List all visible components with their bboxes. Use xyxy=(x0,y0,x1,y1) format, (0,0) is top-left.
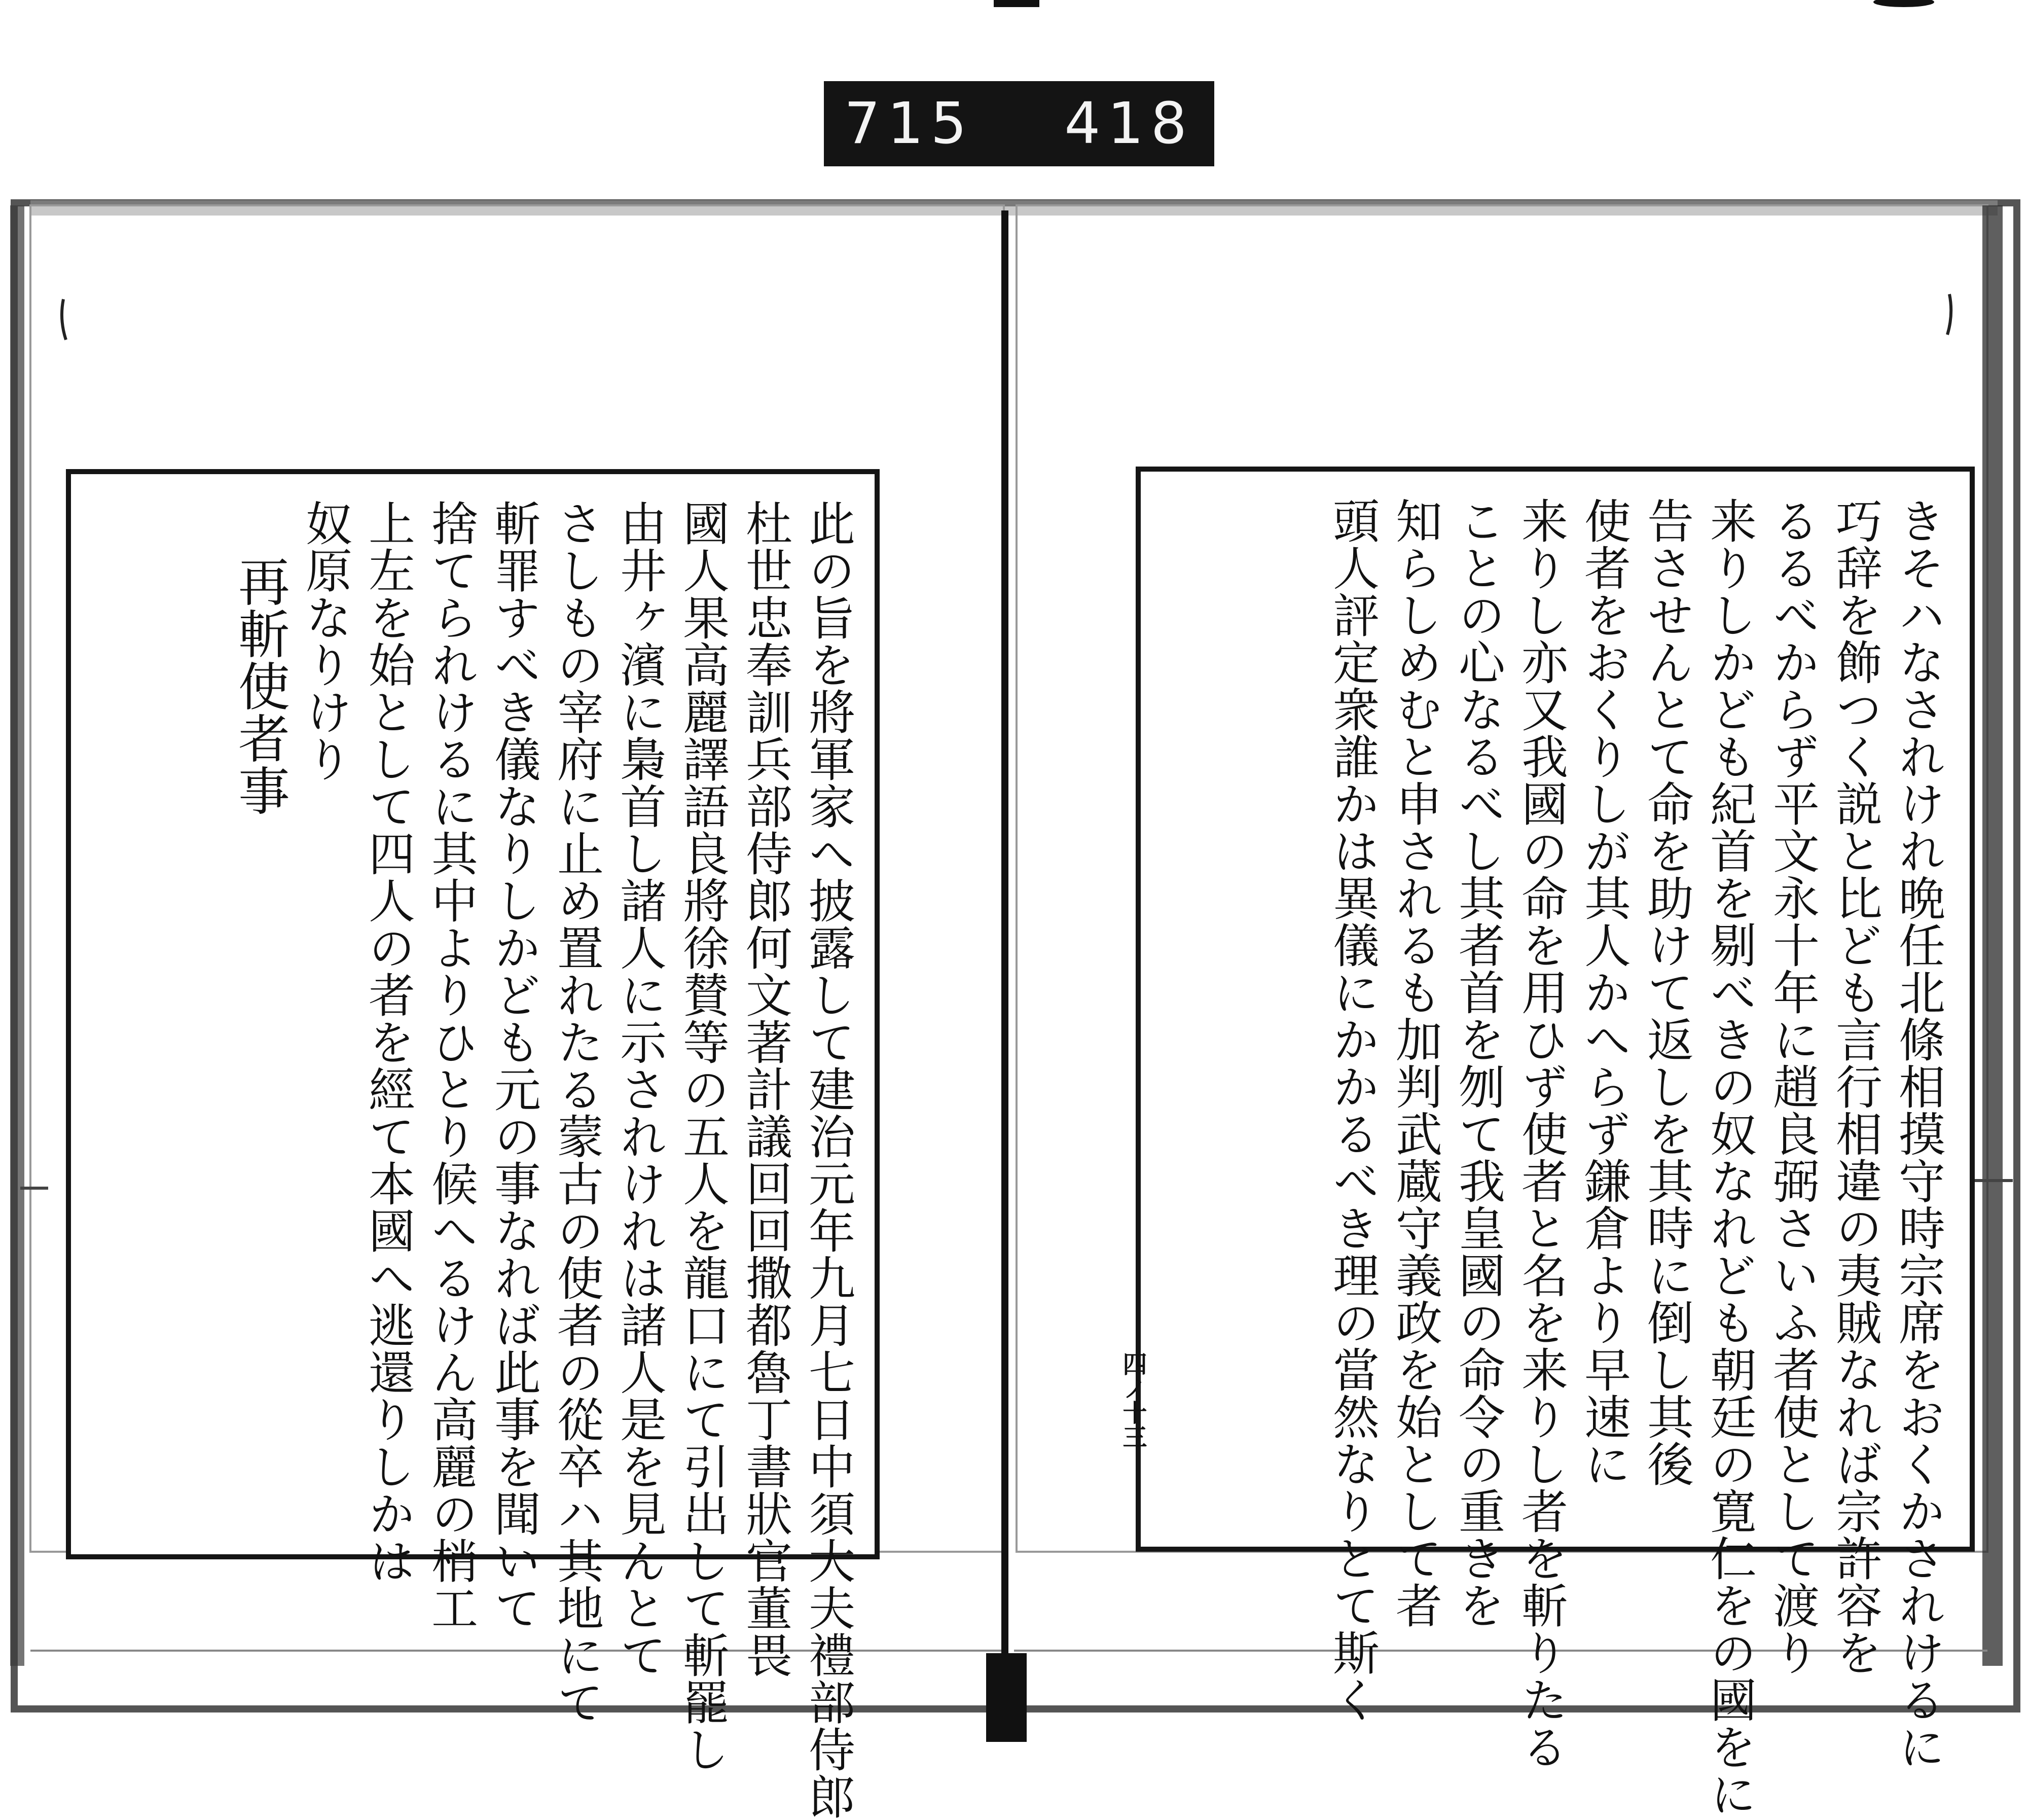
catalog-label xyxy=(824,81,1214,166)
text-column: 来りし亦又我國の命を用ひず使者と名を来りし者を斬りたる xyxy=(1514,497,1568,1770)
text-column: 知らしめむと申されるも加判武蔵守義政を始として者 xyxy=(1388,497,1442,1629)
catalog-label-right: 418 xyxy=(1064,91,1194,157)
left-page-text xyxy=(226,474,859,1820)
corner-mark xyxy=(1947,294,1951,335)
text-column: きそハなされけれ晩任北條相摸守時宗席をおくかされけるに xyxy=(1891,497,1945,1770)
right-page-frame xyxy=(1136,467,1975,1817)
section-heading: 再斬使者事 xyxy=(230,555,290,816)
text-column: 杜世忠奉訓兵部侍郎何文著計議回回撒都魯丁書狀官董畏 xyxy=(738,499,792,1679)
corner-mark xyxy=(62,299,66,340)
left-edge-shadow xyxy=(10,205,24,1666)
catalog-label-left: 715 xyxy=(844,91,974,157)
right-page-text xyxy=(1321,472,1949,1817)
text-column: 来りしかども紀首を剔べきの奴なれども朝廷の寛仁をの國をに xyxy=(1703,497,1757,1817)
text-column: 使者をおくりしが其人かへらず鎌倉より早速に xyxy=(1577,497,1631,1487)
text-column: るるべからず平文永十年に趙良弼さいふ者使として渡り xyxy=(1765,497,1820,1676)
text-column: 斬罪すべき儀なりしかども元の事なれば此事を聞いて xyxy=(487,499,541,1631)
notch-left xyxy=(20,1187,48,1190)
right-edge-shadow xyxy=(1982,205,2003,1666)
text-column: 由井ヶ濱に梟首し諸人に示されけれは諸人是を見んとて xyxy=(612,499,667,1679)
page-number: 四ノ十三 xyxy=(1118,1351,1147,1449)
top-edge-mark xyxy=(1873,0,1934,7)
text-column: 上左を始として四人の者を經て本國へ逃還りしかは xyxy=(361,499,415,1584)
text-column: 告させんとて命を助けて返しを其時に倒し其後 xyxy=(1640,497,1694,1487)
text-column: 捨てられけるに其中よりひとり候へるけん高麗の梢工 xyxy=(424,499,478,1631)
text-column: 此の旨を將軍家へ披露して建治元年九月七日中須大夫禮部侍郎 xyxy=(801,499,855,1820)
spine-line xyxy=(1001,210,1008,1681)
left-page-frame xyxy=(66,469,880,1820)
spine-binding xyxy=(986,1653,1027,1742)
text-column: 國人果高麗譯語良將徐賛等の五人を龍口にて引出して斬罷し xyxy=(675,499,730,1773)
text-column: 奴原なりけり xyxy=(298,499,352,782)
top-page-shadow xyxy=(30,200,1998,216)
text-column: ことの心なるべし其者首を刎て我皇國の命令の重きを xyxy=(1451,497,1505,1629)
text-column: 巧辞を飾つく説と比ども言行相違の夷賊なれば宗許容を xyxy=(1828,497,1882,1676)
text-column: さしもの宰府に止め置れたる蒙古の使者の從卒ハ其地にて xyxy=(550,499,604,1726)
text-column: 頭人評定衆誰かは異儀にかかるべき理の當然なりとて斯く xyxy=(1325,497,1380,1723)
top-edge-mark xyxy=(994,0,1039,7)
